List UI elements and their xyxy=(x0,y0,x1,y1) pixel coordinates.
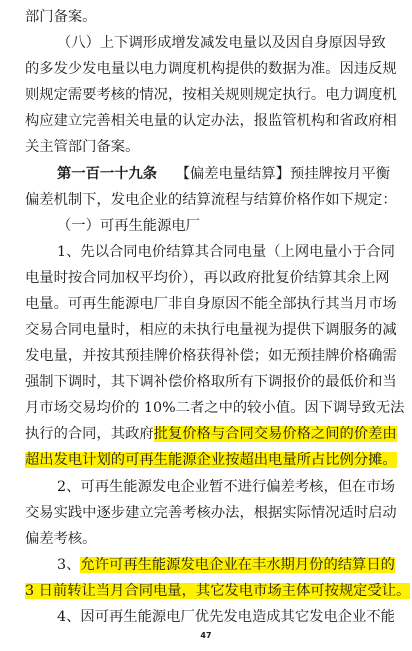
text-line xyxy=(25,447,397,473)
text-line: 电量。可再生能源电厂非自身原因不能全部执行其当月市场 xyxy=(25,296,397,312)
text-line: 关主管部门备案。 xyxy=(25,139,140,155)
text-segment: 执行的合同，其政府 xyxy=(25,426,154,442)
highlighted-text: 3 日前转让当月合同电量，其它发电市场主体可按规定受让。 xyxy=(25,583,411,599)
text-line xyxy=(57,552,395,578)
text-line: 部门备案。 xyxy=(25,9,97,25)
section-heading: （一）可再生能源电厂 xyxy=(57,218,200,234)
text-line xyxy=(25,578,410,604)
text-line: 1、先以合同电价结算其合同电量（上网电量小于合同 xyxy=(57,244,395,260)
article-title: 【偏差电量结算】预挂牌按月平衡 xyxy=(175,166,391,182)
text-line: 2、可再生能源发电企业暂不进行偏差考核，但在市场 xyxy=(57,479,395,495)
text-line: 偏差考核。 xyxy=(25,531,97,547)
text-line: 月市场交易均价的 10%二者之中的较小值。因下调导致无法 xyxy=(25,400,405,416)
text-line: 发电量，并按其预挂牌价格获得补偿；如无预挂牌价格确需 xyxy=(25,348,397,364)
highlighted-text: 批复价格与合同交易价格之间的价差由 xyxy=(153,426,397,442)
text-line xyxy=(25,421,397,447)
highlighted-text: 允许可再生能源发电企业在丰水期月份的结算日的 xyxy=(80,557,395,573)
text-line: 的多发少发电量以电力调度机构提供的数据为准。因违反规 xyxy=(25,61,397,77)
text-line: 交易实践中逐步建立完善考核办法，根据实际情况适时启动 xyxy=(25,505,397,521)
text-line: 4、因可再生能源电厂优先发电造成其它发电企业不能 xyxy=(57,609,395,625)
page-number: 47 xyxy=(200,631,212,640)
text-line: 构应建立完善相关电量的认定办法，报监管机构和省政府相 xyxy=(25,113,397,129)
text-line: 交易合同电量时，相应的未执行电量视为提供下调服务的减 xyxy=(25,322,397,338)
highlighted-text: 超出发电计划的可再生能源企业按超出电量所占比例分摊。 xyxy=(25,452,397,468)
text-line: 则规定需要考核的情况，按相关规则规定执行。电力调度机 xyxy=(25,87,397,103)
text-line: 偏差机制下，发电企业的结算流程与结算价格作如下规定： xyxy=(25,192,397,208)
article-number: 第一百一十九条 xyxy=(57,166,158,182)
text-line: 电量时按合同加权平均价），再以政府批复价结算其余上网 xyxy=(25,270,390,286)
article-line xyxy=(57,161,390,187)
text-line: 强制下调时，其下调补偿价格取所有下调报价的最低价和当 xyxy=(25,374,397,390)
text-segment: 3、 xyxy=(57,557,81,573)
text-line: （八）上下调形成增发减发电量以及因自身原因导致 xyxy=(57,35,386,51)
